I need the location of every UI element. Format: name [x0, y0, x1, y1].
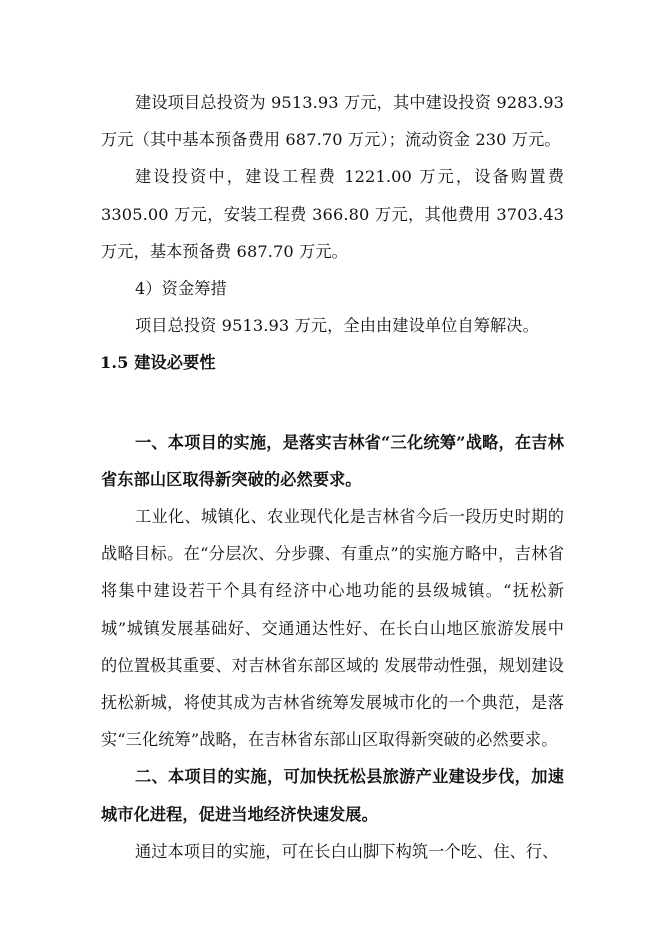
necessity-point-two-heading: 二、本项目的实施，可加快抚松县旅游产业建设步伐，加速城市化进程，促进当地经济快速发展。 — [101, 767, 564, 824]
investment-breakdown-paragraph: 建设投资中，建设工程费 1221.00 万元，设备购置费 3305.00 万元，安装工程费 366.80 万元，其他费用 3703.43 万元，基本预备费 687.70 万元。 — [101, 167, 564, 261]
investment-total-paragraph: 建设项目总投资为 9513.93 万元，其中建设投资 9283.93 万元（其中基本预备费用 687.70 万元）；流动资金 230 万元。 — [101, 93, 564, 150]
necessity-point-one-heading: 一、本项目的实施，是落实吉林省“三化统筹”战略，在吉林省东部山区取得新突破的必然要求。 — [101, 432, 564, 489]
necessity-point-two-paragraph: 通过本项目的实施，可在长白山脚下构筑一个吃、住、行、 — [135, 841, 559, 861]
section-gap — [101, 382, 564, 424]
section-heading: 1.5 建设必要性 — [100, 353, 216, 373]
necessity-point-one-paragraph: 工业化、城镇化、农业现代化是吉林省今后一段历史时期的战略目标。在“分层次、分步骤、有重点”的实施方略中，吉林省将集中建设若干个具有经济中心地功能的县级城镇。“抚松新城”城镇发展基础好、交通通达性好、在长白山地区旅游发展中的位置极其重要、对吉林省东部区域的 发展带动性强，规划建设抚松新城，将使其成为吉林省统筹发展城市化的一个典范，是落实“三化统筹”战略，在吉林省东部山区取得新突破的必然要求。 — [101, 507, 564, 750]
funding-subheading: 4）资金筹措 — [135, 279, 227, 299]
funding-paragraph: 项目总投资 9513.93 万元，全由由建设单位自筹解决。 — [135, 316, 539, 336]
